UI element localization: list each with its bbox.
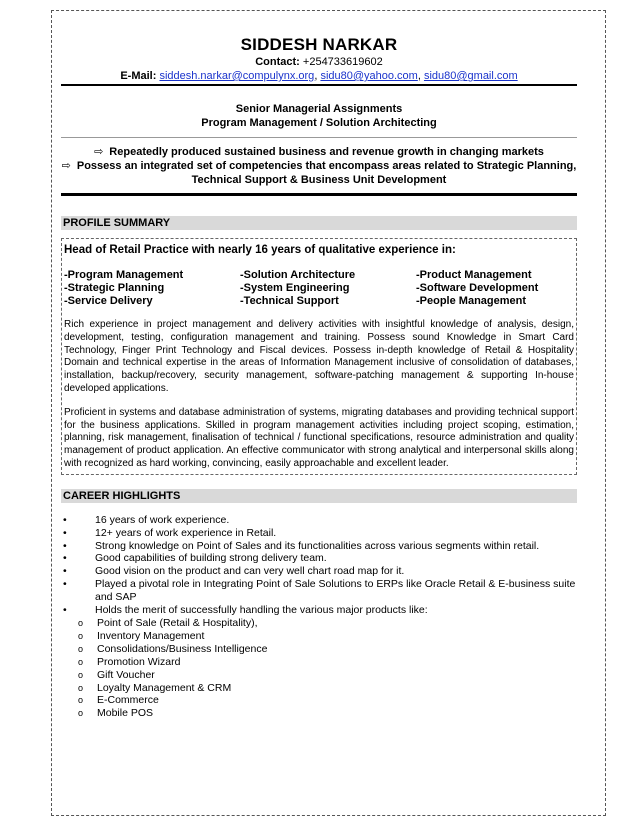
sub-list-item-text: Mobile POS (97, 707, 154, 720)
headline-line-2: Program Management / Solution Architecting (201, 117, 437, 129)
bullet-icon: • (63, 565, 67, 578)
list-item (61, 540, 577, 553)
email-link-1[interactable]: siddesh.narkar@compulynx.org (159, 70, 315, 82)
skill-item: -System Engineering (240, 282, 350, 294)
list-item (61, 565, 577, 578)
skill-item: -Product Management (416, 269, 532, 281)
circle-bullet-icon: o (78, 682, 84, 693)
candidate-name: SIDDESH NARKAR (240, 35, 398, 54)
email-link-3[interactable]: sidu80@gmail.com (423, 70, 518, 82)
sub-list-item-text: Point of Sale (Retail & Hospitality), (97, 617, 258, 630)
circle-bullet-icon: o (78, 669, 84, 680)
profile-summary-box (61, 238, 577, 475)
circle-bullet-icon: o (78, 643, 84, 654)
skill-item: -People Management (416, 295, 527, 307)
list-item-text: Good capabilities of building strong delivery team. (95, 552, 327, 565)
sub-list-item (61, 643, 577, 656)
sub-list-item-text: Gift Voucher (97, 668, 155, 681)
pitch-text-1: Repeatedly produced sustained business and revenue growth in changing markets (109, 146, 544, 158)
email-link-2[interactable]: sidu80@yahoo.com (320, 70, 418, 82)
pitch-divider (61, 193, 577, 196)
right-arrow-icon: ⇨ (61, 160, 71, 172)
skill-item: -Service Delivery (64, 295, 153, 307)
email-label: E-Mail: (120, 70, 157, 82)
bullet-icon: • (63, 578, 67, 591)
sub-list-item (61, 630, 577, 643)
circle-bullet-icon: o (78, 708, 84, 719)
sub-list-item (61, 707, 577, 720)
list-item (61, 578, 577, 604)
bullet-icon: • (63, 539, 67, 552)
career-highlights-heading: CAREER HIGHLIGHTS (61, 489, 577, 503)
sub-list-item (61, 682, 577, 695)
bullet-icon: • (63, 513, 67, 526)
header-divider (61, 84, 577, 86)
list-item (61, 514, 577, 527)
skill-item: -Strategic Planning (64, 282, 165, 294)
list-item-text: Played a pivotal role in Integrating Point of Sale Solutions to ERPs like Oracle Retail & E-business suite and SAP (95, 578, 576, 604)
profile-paragraph-1: Rich experience in project management and delivery activities with insightful knowledge of analysis, design, development, testing, configuration management and training. Possess sound Knowledge in Smart Card Technology, Finger Print Technology and Fiscal devices. Possess in-depth knowledge of Retail & Hospitality Domain and technical expertise in the areas of Information Management inclusive of consolidation of databases, installation, backup/recovery, security management, software-patching management & supporting In-house developed applications. (64, 319, 574, 394)
profile-summary-heading: PROFILE SUMMARY (61, 216, 577, 230)
list-item-text: Strong knowledge on Point of Sales and its functionalities across various segments within retail. (95, 539, 540, 552)
pitch-block (61, 145, 577, 187)
email-line (61, 69, 577, 83)
headline-divider (61, 137, 577, 138)
sub-list-item (61, 617, 577, 630)
headline-line-1: Senior Managerial Assignments (235, 103, 403, 115)
skills-grid (64, 269, 574, 308)
list-item-text: 16 years of work experience. (95, 513, 230, 526)
contact-label: Contact: (255, 56, 300, 68)
profile-paragraph-2: Proficient in systems and database administration of systems, migrating databases and providing technical support for the business applications. Skilled in program management activities including project scoping, estimation, planning, risk management, finalisation of technical / functional specifications, resource administration and quality management of product application. An effective communicator with strong analytical and interpersonal skills along with recognized as hard working, convincing, easily approachable and excellent leader. (64, 406, 574, 469)
sub-list-item (61, 669, 577, 682)
pitch-line-2 (61, 159, 577, 173)
circle-bullet-icon: o (78, 630, 84, 641)
profile-summary-title: Head of Retail Practice with nearly 16 years of qualitative experience in: (64, 244, 456, 256)
sub-list-item-text: Loyalty Management & CRM (97, 681, 232, 694)
sub-list-item-text: Inventory Management (97, 629, 205, 642)
right-arrow-icon: ⇨ (94, 146, 104, 158)
resume-document (61, 34, 577, 720)
email-separator: , (314, 70, 321, 82)
list-item (61, 552, 577, 565)
list-item-text: 12+ years of work experience in Retail. (95, 526, 277, 539)
circle-bullet-icon: o (78, 618, 84, 629)
pitch-line-1 (61, 145, 577, 159)
circle-bullet-icon: o (78, 695, 84, 706)
career-highlights-list (61, 514, 577, 721)
bullet-icon: • (63, 604, 67, 617)
pitch-text-2: Possess an integrated set of competencies that encompass areas related to Strategic Planning, (76, 160, 577, 172)
list-item-text: Holds the merit of successfully handling the various major products like: (95, 604, 428, 617)
headline (61, 102, 577, 130)
skill-item: -Technical Support (240, 295, 339, 307)
sub-list-item-text: E-Commerce (97, 694, 159, 707)
skill-item: -Program Management (64, 269, 184, 281)
email-separator: , (417, 70, 424, 82)
sub-list-item (61, 694, 577, 707)
sub-list-item-text: Promotion Wizard (97, 655, 181, 668)
bullet-icon: • (63, 526, 67, 539)
sub-list-item (61, 656, 577, 669)
skill-item: -Software Development (416, 282, 539, 294)
circle-bullet-icon: o (78, 656, 84, 667)
list-item (61, 604, 577, 617)
bullet-icon: • (63, 552, 67, 565)
list-item (61, 527, 577, 540)
pitch-line-3: Technical Support & Business Unit Development (191, 174, 447, 186)
contact-line (61, 55, 577, 69)
sub-list-item-text: Consolidations/Business Intelligence (97, 642, 268, 655)
skill-item: -Solution Architecture (240, 269, 356, 281)
contact-phone: +254733619602 (302, 56, 383, 68)
list-item-text: Good vision on the product and can very well chart road map for it. (95, 565, 405, 578)
